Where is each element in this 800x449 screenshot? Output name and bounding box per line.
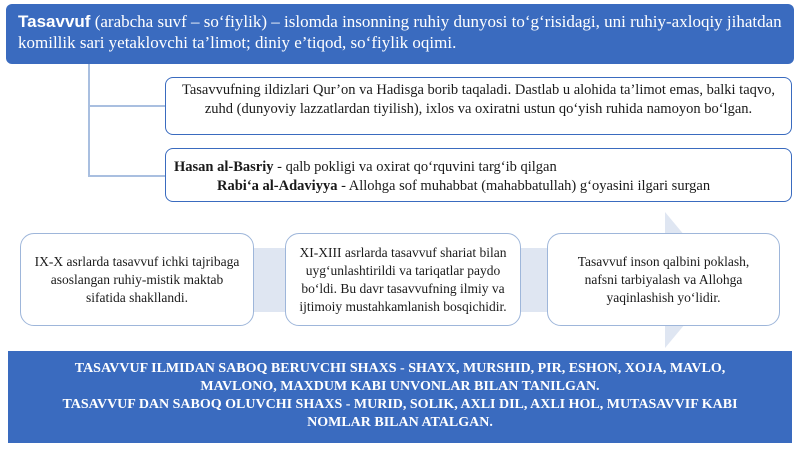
terms-banner [8,351,792,443]
figure-hasan-name: Hasan al-Basriy [174,159,274,175]
step-box-1 [20,233,254,326]
step-text-1: IX-X asrlarda tasavvuf ichki tajribaga asoslangan ruhiy-mistik maktab sifatida shakllandi. [34,253,240,305]
origins-text: Tasavvufning ildizlari Qur’on va Hadisga borib taqaladi. Dastlab u alohida ta’limot emas, balki taqvo, zuhd (dunyoviy lazzatlardan tiyilish), ixlos va oxiratni ustun qo‘yish ruhida namoyon bo‘lgan. [181,82,776,117]
figure-rabia-name: Rabi‘a al-Adaviyya [217,178,338,194]
term-title: Tasavvuf [18,12,91,31]
banner-line-teacher: TASAVVUF ILMIDAN SABOQ BERUVCHI SHAXS - SHAYX, MURSHID, PIR, ESHON, XOJA, MAVLO, MAVLONO, MAXDUM KABI UNVONLAR BILAN TANILGAN. [74,361,726,394]
figure-rabia-text: - Allohga sof muhabbat (mahabbatullah) g‘oyasini ilgari surgan [337,178,711,194]
banner-line-student: TASAVVUF DAN SABOQ OLUVCHI SHAXS - MURID, SOLIK, AXLI DIL, AXLI HOL, MUTASAVVIF KABI NOMLAR BILAN ATALGAN. [62,397,738,430]
step-text-3: Tasavvuf inson qalbini poklash, nafsni tarbiyalash va Allohga yaqinlashish yo‘lidir. [577,253,750,305]
step-box-2 [285,233,521,326]
figure-hasan-text: - qalb pokligi va oxirat qo‘rquvini targ‘ib qilgan [273,159,557,175]
step-box-3 [547,233,780,326]
term-definition: (arabcha suvf – so‘fiylik) – islomda insonning ruhiy dunyosi to‘g‘risidagi, uni ruhiy-axloqiy jihatdan komillik sari yetaklovchi ta’limot; diniy e’tiqod, so‘fiylik oqimi. [18,12,782,52]
step-text-2: XI-XIII asrlarda tasavvuf shariat bilan uyg‘unlashtirildi va tariqatlar paydo bo‘ldi. Bu davr tasavvufning ilmiy va ijtimoiy mustahkamlanish bosqichidir. [299,244,507,314]
